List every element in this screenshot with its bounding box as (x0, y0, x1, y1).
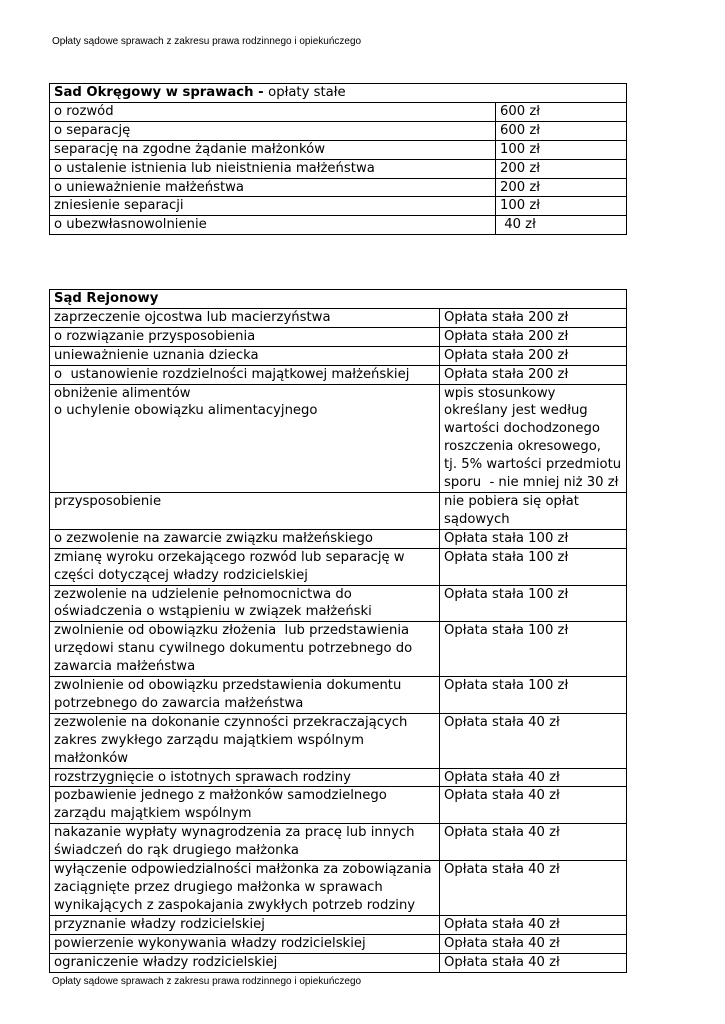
table-row (50, 585, 627, 622)
fee-cell (440, 713, 627, 768)
table-row (50, 216, 627, 235)
table-row (50, 548, 627, 585)
cell-line: wyłączenie odpowiedzialności małżonka za zobowiązania (54, 862, 432, 878)
case-type-cell: zniesienie separacji (50, 197, 496, 216)
case-type-cell (50, 384, 440, 492)
cell-line: Opłata stała 200 zł (444, 309, 569, 325)
fee-cell (440, 529, 627, 548)
cell-line: powierzenie wykonywania władzy rodzicielskiej (54, 935, 366, 951)
table-row (50, 121, 627, 140)
case-type-cell: o ubezwłasnowolnienie (50, 216, 496, 235)
cell-line: pozbawienie jednego z małżonków samodzielnego (54, 788, 387, 804)
table-title (50, 84, 627, 103)
table-row (50, 178, 627, 197)
table-title: Sąd Rejonowy (50, 290, 627, 309)
cell-line: urzędowi stanu cywilnego dokumentu potrzebnego do (54, 641, 413, 657)
cell-line: zezwolenie na dokonanie czynności przekraczających (54, 714, 408, 730)
cell-line: przyznanie władzy rodzicielskiej (54, 916, 265, 932)
cell-line: sporu - nie mniej niż 30 zł (444, 475, 619, 491)
fee-cell: 600 zł (496, 102, 627, 121)
cell-line: części dotyczącej władzy rodzicielskiej (54, 567, 308, 583)
case-type-cell (50, 934, 440, 953)
cell-line: Opłata stała 100 zł (444, 678, 569, 694)
fee-cell (440, 384, 627, 492)
cell-line: zawarcia małżeństwa (54, 659, 196, 675)
case-type-cell (50, 548, 440, 585)
table-row (50, 159, 627, 178)
cell-line: Opłata stała 100 zł (444, 586, 569, 602)
case-type-cell: o ustalenie istnienia lub nieistnienia małżeństwa (50, 159, 496, 178)
case-type-cell (50, 713, 440, 768)
cell-line: Opłata stała 200 zł (444, 366, 569, 382)
cell-line: małżonków (54, 750, 129, 766)
fee-cell (440, 768, 627, 787)
fee-cell: 200 zł (496, 178, 627, 197)
fee-cell: 100 zł (496, 140, 627, 159)
cell-line: Opłata stała 40 zł (444, 935, 560, 951)
cell-line: rozstrzygnięcie o istotnych sprawach rodziny (54, 769, 351, 785)
case-type-cell (50, 327, 440, 346)
cell-line: ograniczenie władzy rodzicielskiej (54, 954, 278, 970)
fee-cell (440, 861, 627, 916)
table-row (50, 529, 627, 548)
cell-line: tj. 5% wartości przedmiotu (444, 457, 622, 473)
case-type-cell: o separację (50, 121, 496, 140)
cell-line: zakres zwykłego zarządu majątkiem wspólnym (54, 732, 365, 748)
running-header: Opłaty sądowe sprawach z zakresu prawa rodzinnego i opiekuńczego (52, 36, 362, 47)
case-type-cell (50, 787, 440, 824)
case-type-cell (50, 953, 440, 972)
table-title-row (50, 84, 627, 103)
fee-cell (440, 824, 627, 861)
cell-line: potrzebnego do zawarcia małżeństwa (54, 695, 304, 711)
cell-line: sądowych (444, 511, 510, 527)
fee-cell: 40 zł (496, 216, 627, 235)
cell-line: unieważnienie uznania dziecka (54, 347, 259, 363)
cell-line: Opłata stała 200 zł (444, 328, 569, 344)
cell-line: Opłata stała 40 zł (444, 714, 560, 730)
cell-line: zezwolenie na udzielenie pełnomocnictwa do (54, 586, 352, 602)
cell-line: zwolnienie od obowiązku przedstawienia dokumentu (54, 678, 402, 694)
cell-line: świadczeń do rąk drugiego małżonka (54, 843, 300, 859)
case-type-cell (50, 768, 440, 787)
table-title-row (50, 290, 627, 309)
table-row (50, 787, 627, 824)
table-row (50, 622, 627, 677)
case-type-cell (50, 585, 440, 622)
table-row (50, 384, 627, 492)
table-row (50, 197, 627, 216)
cell-line: przysposobienie (54, 493, 162, 509)
cell-line: oświadczenia o wstąpieniu w związek małżeński (54, 604, 372, 620)
cell-line: roszczenia okresowego, (444, 439, 601, 455)
table-row (50, 824, 627, 861)
table-row (50, 677, 627, 714)
table-row (50, 346, 627, 365)
fee-cell (440, 308, 627, 327)
table-row (50, 308, 627, 327)
fee-cell: 600 zł (496, 121, 627, 140)
cell-line: Opłata stała 100 zł (444, 530, 569, 546)
fee-cell (440, 677, 627, 714)
running-footer: Opłaty sądowe sprawach z zakresu prawa rodzinnego i opiekuńczego (52, 976, 362, 987)
table-row (50, 713, 627, 768)
cell-line: zmianę wyroku orzekającego rozwód lub separację w (54, 549, 405, 565)
case-type-cell (50, 529, 440, 548)
cell-line: wynikających z zaspokajania zwykłych potrzeb rodziny (54, 897, 416, 913)
cell-line: Opłata stała 40 zł (444, 954, 560, 970)
table-row (50, 140, 627, 159)
cell-line: Opłata stała 100 zł (444, 549, 569, 565)
table-row (50, 327, 627, 346)
cell-line: nakazanie wypłaty wynagrodzenia za pracę lub innych (54, 825, 415, 841)
cell-line: zaprzeczenie ojcostwa lub macierzyństwa (54, 309, 331, 325)
case-type-cell (50, 346, 440, 365)
fee-cell: 200 zł (496, 159, 627, 178)
table-row (50, 915, 627, 934)
cell-line: obniżenie alimentów (54, 385, 191, 401)
table-row (50, 953, 627, 972)
district-court-fees-table (49, 83, 627, 235)
fee-cell (440, 934, 627, 953)
cell-line: Opłata stała 40 zł (444, 916, 560, 932)
cell-line: o ustanowienie rozdzielności majątkowej małżeńskiej (54, 366, 410, 382)
cell-line: nie pobiera się opłat (444, 493, 579, 509)
cell-line: wartości dochodzonego (444, 421, 600, 437)
fee-cell: 100 zł (496, 197, 627, 216)
fee-cell (440, 915, 627, 934)
case-type-cell (50, 861, 440, 916)
table-row (50, 102, 627, 121)
table-title-suffix: opłaty stałe (268, 85, 346, 100)
case-type-cell (50, 365, 440, 384)
cell-line: zarządu majątkiem wspólnym (54, 806, 252, 822)
cell-line: Opłata stała 40 zł (444, 825, 560, 841)
fee-cell (440, 953, 627, 972)
cell-line: o zezwolenie na zawarcie związku małżeńskiego (54, 530, 373, 546)
case-type-cell (50, 824, 440, 861)
table-title-bold: Sad Okręgowy w sprawach - (54, 85, 269, 100)
case-type-cell: o rozwód (50, 102, 496, 121)
case-type-cell: o unieważnienie małżeństwa (50, 178, 496, 197)
fee-cell (440, 365, 627, 384)
cell-line: Opłata stała 100 zł (444, 623, 569, 639)
cell-line: zwolnienie od obowiązku złożenia lub przedstawienia (54, 623, 410, 639)
fee-cell (440, 787, 627, 824)
fee-cell (440, 492, 627, 529)
regional-court-fees-table (49, 289, 627, 973)
case-type-cell (50, 915, 440, 934)
table-row (50, 934, 627, 953)
cell-line: wpis stosunkowy (444, 385, 556, 401)
case-type-cell (50, 308, 440, 327)
cell-line: Opłata stała 40 zł (444, 788, 560, 804)
fee-cell (440, 327, 627, 346)
cell-line: o rozwiązanie przysposobienia (54, 328, 256, 344)
case-type-cell: separację na zgodne żądanie małżonków (50, 140, 496, 159)
fee-cell (440, 585, 627, 622)
cell-line: Opłata stała 200 zł (444, 347, 569, 363)
cell-line: określany jest według (444, 403, 588, 419)
table-row (50, 768, 627, 787)
case-type-cell (50, 677, 440, 714)
cell-line: Opłata stała 40 zł (444, 862, 560, 878)
fee-cell (440, 548, 627, 585)
table-row (50, 365, 627, 384)
cell-line: o uchylenie obowiązku alimentacyjnego (54, 403, 318, 419)
fee-cell (440, 346, 627, 365)
fee-cell (440, 622, 627, 677)
table-row (50, 492, 627, 529)
cell-line: Opłata stała 40 zł (444, 769, 560, 785)
case-type-cell (50, 492, 440, 529)
cell-line: zaciągnięte przez drugiego małżonka w sprawach (54, 880, 383, 895)
table-row (50, 861, 627, 916)
case-type-cell (50, 622, 440, 677)
